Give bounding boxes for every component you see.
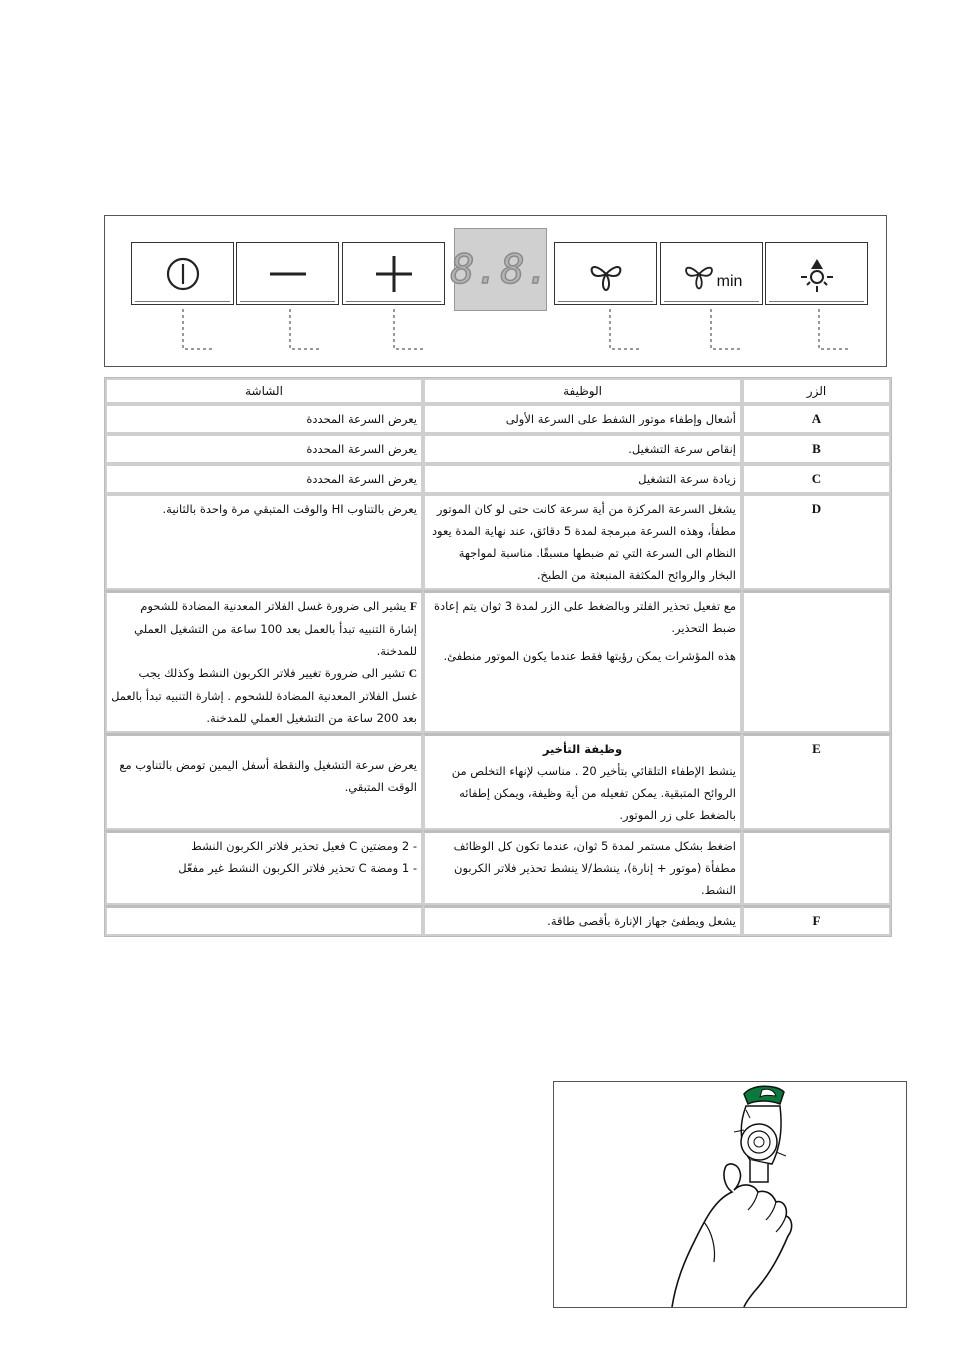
table-row: [105, 434, 891, 464]
header-key: الزر: [742, 378, 891, 404]
leader-line-a: [182, 309, 214, 351]
filter-reset-text: مع تفعيل تحذير الفلتر وبالضغط على الزر لمدة 3 ثوان يتم إعادة ضبط التحذير.: [434, 599, 736, 635]
row-carbon-key: [742, 830, 891, 905]
row-filter-key: [742, 590, 891, 733]
table-row: [105, 494, 891, 590]
row-d-key: D: [742, 494, 891, 590]
control-panel-diagram: [104, 215, 887, 367]
filter-warning-f: [111, 595, 417, 662]
filter-warning-c-text: تشير الى ضرورة تغيير فلاتر الكربون النشط وكذلك يجب غسل الفلاتر المعدنية المضادة للشحوم . إشارة التنبيه تبدأ بالعمل بعد 200 ساعة من التشغيل العملي للمدخنة.: [111, 666, 417, 725]
row-c-key: C: [742, 464, 891, 494]
row-filter-display: [105, 590, 423, 733]
letter-c: C: [408, 668, 417, 680]
row-d-display: يعرض بالتناوب HI والوقت المتبقي مرة واحدة بالثانية.: [105, 494, 423, 590]
button-c-plus[interactable]: [342, 242, 445, 305]
controls-function-table: [104, 377, 892, 937]
row-e-key: E: [742, 733, 891, 830]
carbon-inactive-line: - 1 ومضة C تحذير فلاتر الكربون النشط غير مفعّل: [178, 861, 417, 875]
row-filter-function: [423, 590, 742, 733]
min-label: min: [716, 272, 743, 290]
row-carbon-display: [105, 830, 423, 905]
button-d-fan[interactable]: [554, 242, 657, 305]
leader-line-e: [710, 309, 742, 351]
row-a-key: A: [742, 404, 891, 434]
filter-visibility-text: هذه المؤشرات يمكن رؤيتها فقط عندما يكون الموتور منطفئ.: [443, 649, 736, 663]
power-icon: [163, 254, 203, 294]
row-a-function: أشعال وإطفاء موتور الشفط على السرعة الأولى: [423, 404, 742, 434]
row-e-display: [105, 733, 423, 830]
hand-holding-bulb-icon: [554, 1082, 906, 1307]
table-row: [105, 830, 891, 905]
delay-function-title: وظيفة التأخير: [542, 742, 623, 756]
row-d-function: يشغل السرعة المركزة من أية سرعة كانت حتى لو كان الموتور مطفأ، وهذه السرعة مبرمجة لمدة 5 دقائق، عند نهاية المدة يعود النظام الى السرعة التي تم ضبطها مسبقًا. مناسبة لمواجهة البخار والروائح المكثفة المنبعثة من الطبخ.: [423, 494, 742, 590]
filter-warning-f-text: يشير الى ضرورة غسل الفلاتر المعدنية المضادة للشحوم إشارة التنبيه تبدأ بالعمل بعد 100 ساعة من التشغيل العملي للمدخنة.: [134, 599, 417, 658]
header-function: الوظيفة: [423, 378, 742, 404]
letter-f: F: [409, 601, 417, 613]
row-b-function: إنقاص سرعة التشغيل.: [423, 434, 742, 464]
button-f-light[interactable]: [765, 242, 868, 305]
table-row: [105, 590, 891, 733]
row-b-key: B: [742, 434, 891, 464]
row-c-display: يعرض السرعة المحددة: [105, 464, 423, 494]
table-row: [105, 404, 891, 434]
row-f-display: [105, 905, 423, 936]
carbon-active-line: - 2 ومضتين C فعيل تحذير فلاتر الكربون النشط: [191, 839, 417, 853]
filter-replacement-illustration: [553, 1081, 907, 1308]
light-icon: [797, 254, 837, 294]
filter-warning-c: [111, 662, 417, 729]
row-e-function: [423, 733, 742, 830]
seven-segment-display: 8.8.: [454, 228, 547, 311]
table-row: [105, 905, 891, 936]
row-f-key: F: [742, 905, 891, 936]
table-row: [105, 464, 891, 494]
leader-line-d: [609, 309, 641, 351]
minus-icon: [268, 254, 308, 294]
header-display: الشاشة: [105, 378, 423, 404]
row-e-function-text: ينشط الإطفاء التلقائي بتأخير 20 . مناسب لإنهاء التخلص من الروائح المتبقية. يمكن تفعيله من أية وظيفة، ويمكن إطفائه بالضغط على زر الموتور.: [451, 764, 736, 822]
table-header-row: [105, 378, 891, 404]
leader-line-b: [289, 309, 321, 351]
row-e-display-text: يعرض سرعة التشغيل والنقطة أسفل اليمين تومض بالتناوب مع الوقت المتبقي.: [119, 758, 417, 794]
leader-line-c: [393, 309, 425, 351]
table-row: [105, 733, 891, 830]
row-c-function: زيادة سرعة التشغيل: [423, 464, 742, 494]
plus-icon: [374, 254, 414, 294]
button-b-minus[interactable]: [236, 242, 339, 305]
row-b-display: يعرض السرعة المحددة: [105, 434, 423, 464]
leader-line-f: [818, 309, 850, 351]
row-a-display: يعرض السرعة المحددة: [105, 404, 423, 434]
fan-min-icon: [681, 256, 717, 292]
row-carbon-function: اضغط بشكل مستمر لمدة 5 ثوان، عندما تكون كل الوظائف مطفأة (موتور + إنارة)، ينشط/لا ينشط تحذير فلاتر الكربون النشط.: [423, 830, 742, 905]
row-f-function: يشعل ويطفئ جهاز الإنارة بأقصى طاقة.: [423, 905, 742, 936]
fan-icon: [586, 254, 626, 294]
button-e-fan-min[interactable]: [660, 242, 763, 305]
button-a-power[interactable]: [131, 242, 234, 305]
